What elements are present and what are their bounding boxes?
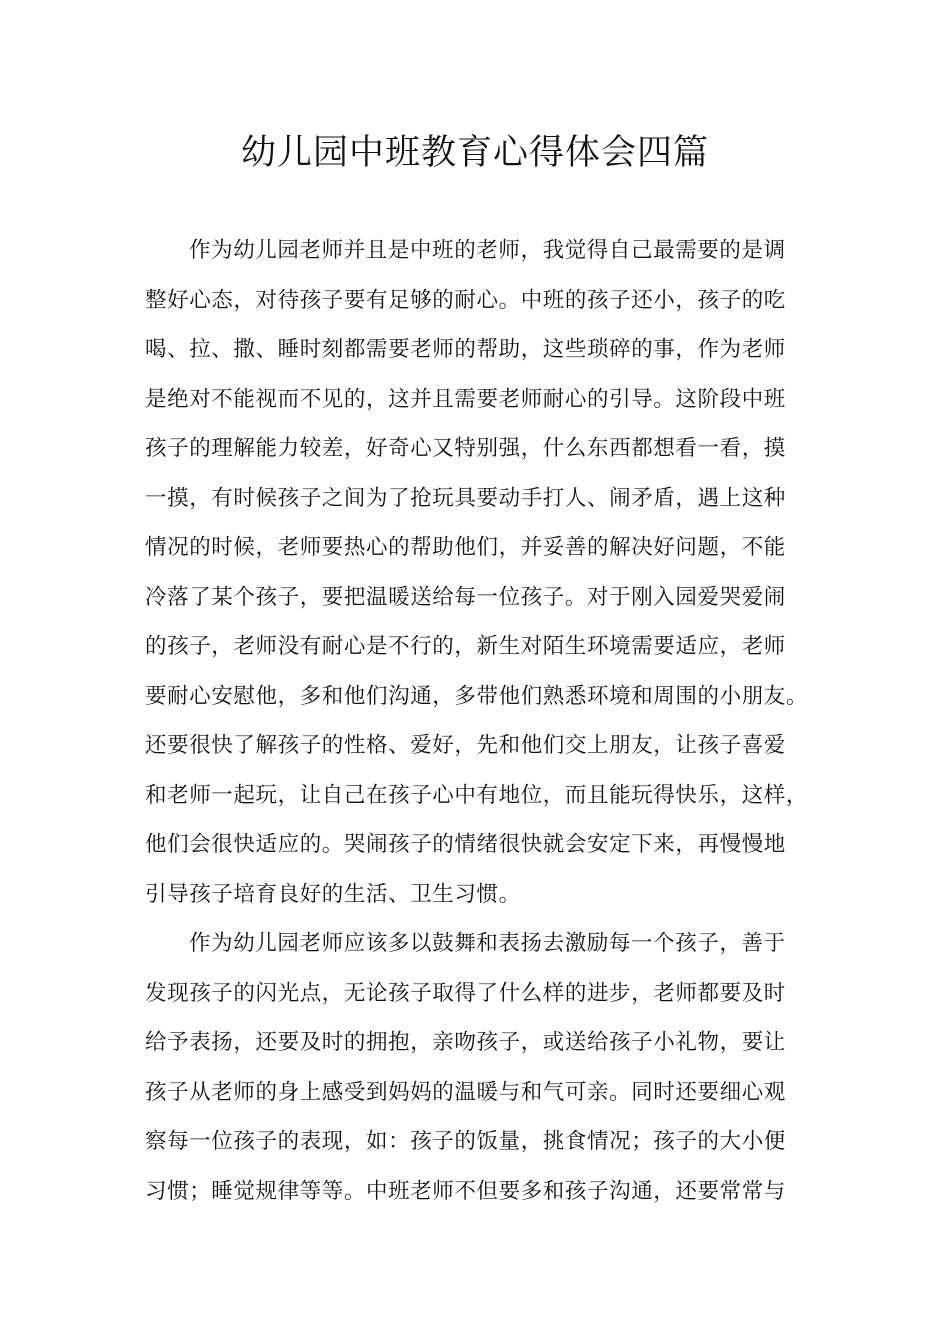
paragraph-1-line-7: 情况的时候，老师要热心的帮助他们，并妥善的解决好问题，不能 <box>145 535 786 560</box>
paragraph-2-line-3: 给予表扬，还要及时的拥抱，亲吻孩子，或送给孩子小礼物，要让 <box>145 1030 786 1055</box>
paragraph-2-line-6: 习惯；睡觉规律等等。中班老师不但要多和孩子沟通，还要常常与 <box>145 1178 786 1204</box>
paragraph-1-line-12: 和老师一起玩，让自己在孩子心中有地位，而且能玩得快乐，这样， <box>145 782 809 808</box>
paragraph-2-line-2: 发现孩子的闪光点，无论孩子取得了什么样的进步，老师都要及时 <box>145 980 786 1006</box>
document-body <box>145 236 825 1226</box>
paragraph-1-line-5: 孩子的理解能力较差，好奇心又特别强，什么东西都想看一看，摸 <box>145 436 786 461</box>
paragraph-1-line-10: 要耐心安慰他，多和他们沟通，多带他们熟悉环境和周围的小朋友。 <box>145 683 809 709</box>
paragraph-1-line-3: 喝、拉、撒、睡时刻都需要老师的帮助，这些琐碎的事，作为老师 <box>145 337 786 362</box>
paragraph-1-line-6: 一摸，有时候孩子之间为了抢玩具要动手打人、闹矛盾，遇上这种 <box>145 485 786 511</box>
paragraph-2-line-1: 作为幼儿园老师应该多以鼓舞和表扬去激励每一个孩子，善于 <box>189 931 786 956</box>
paragraph-1-line-14: 引导孩子培育良好的生活、卫生习惯。 <box>145 881 521 907</box>
paragraph-1-line-11: 还要很快了解孩子的性格、爱好，先和他们交上朋友，让孩子喜爱 <box>145 733 786 758</box>
paragraph-1-line-2: 整好心态，对待孩子要有足够的耐心。中班的孩子还小，孩子的吃 <box>145 287 786 313</box>
document-title: 幼儿园中班教育心得体会四篇 <box>240 133 709 173</box>
paragraph-1-line-4: 是绝对不能视而不见的，这并且需要老师耐心的引导。这阶段中班 <box>145 386 786 412</box>
paragraph-2-line-5: 察每一位孩子的表现，如：孩子的饭量，挑食情况；孩子的大小便 <box>145 1129 786 1154</box>
paragraph-1-line-8: 冷落了某个孩子，要把温暖送给每一位孩子。对于刚入园爱哭爱闹 <box>145 584 786 610</box>
paragraph-1-line-9: 的孩子，老师没有耐心是不行的，新生对陌生环境需要适应，老师 <box>145 634 786 659</box>
paragraph-2-line-4: 孩子从老师的身上感受到妈妈的温暖与和气可亲。同时还要细心观 <box>145 1079 786 1105</box>
paragraph-1-line-13: 他们会很快适应的。哭闹孩子的情绪很快就会安定下来，再慢慢地 <box>145 832 786 857</box>
paragraph-1-line-1: 作为幼儿园老师并且是中班的老师，我觉得自己最需要的是调 <box>189 238 786 263</box>
